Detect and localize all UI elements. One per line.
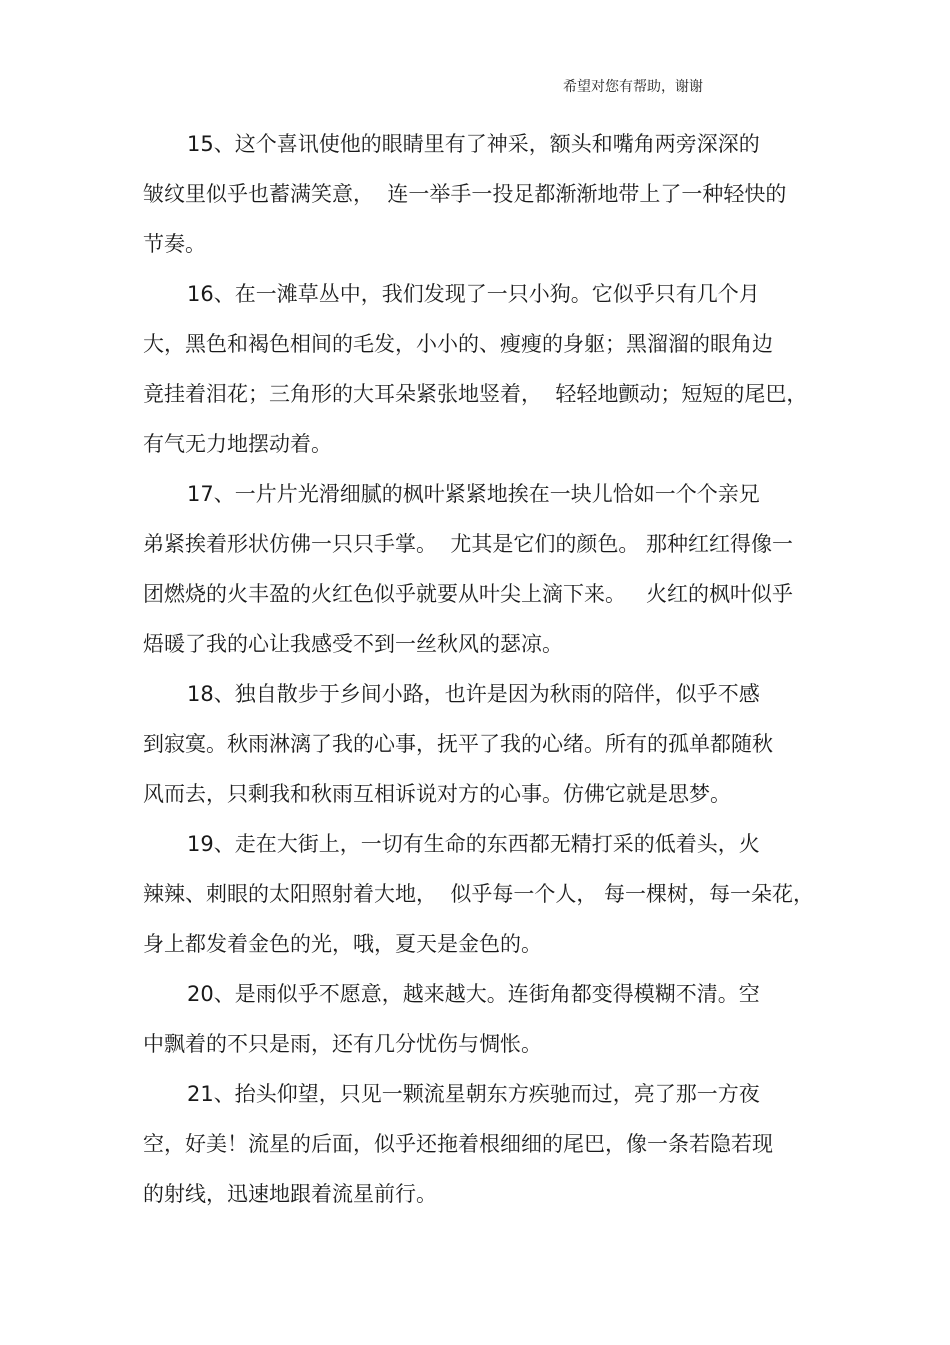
paragraph-line: 到寂寞。秋雨淋漓了我的心事，抚平了我的心绪。所有的孤单都随秋 <box>143 732 773 756</box>
paragraph-line: 空，好美！流星的后面，似乎还拖着根细细的尾巴，像一条若隐若现 <box>143 1132 773 1156</box>
page-header: 希望对您有帮助，谢谢 <box>563 79 703 95</box>
paragraph-line: 17、一片片光滑细腻的枫叶紧紧地挨在一块儿恰如一个个亲兄 <box>187 482 760 506</box>
paragraph-line: 中飘着的不只是雨，还有几分忧伤与惆怅。 <box>143 1032 542 1056</box>
paragraph-line: 风而去，只剩我和秋雨互相诉说对方的心事。仿佛它就是思梦。 <box>143 782 731 806</box>
paragraph-line: 焐暖了我的心让我感受不到一丝秋风的瑟凉。 <box>143 632 563 656</box>
paragraph-line: 弟紧挨着形状仿佛一只只手掌。 尤其是它们的颜色。 那种红红得像一 <box>143 532 794 556</box>
paragraph-line: 19、走在大街上，一切有生命的东西都无精打采的低着头，火 <box>187 832 760 856</box>
paragraph-line: 团燃烧的火丰盈的火红色似乎就要从叶尖上滴下来。 火红的枫叶似乎 <box>143 582 794 606</box>
paragraph-line: 竟挂着泪花；三角形的大耳朵紧张地竖着， 轻轻地颤动；短短的尾巴， <box>143 382 808 406</box>
paragraph-line: 的射线，迅速地跟着流星前行。 <box>143 1182 437 1206</box>
paragraph-line: 身上都发着金色的光，哦，夏天是金色的。 <box>143 932 542 956</box>
paragraph-line: 18、独自散步于乡间小路，也许是因为秋雨的陪伴，似乎不感 <box>187 682 760 706</box>
paragraph-line: 16、在一滩草丛中，我们发现了一只小狗。它似乎只有几个月 <box>187 282 760 306</box>
paragraph-line: 大，黑色和褐色相间的毛发，小小的、瘦瘦的身躯；黑溜溜的眼角边 <box>143 332 773 356</box>
paragraph-line: 辣辣、刺眼的太阳照射着大地， 似乎每一个人， 每一棵树，每一朵花， <box>143 882 815 906</box>
paragraph-line: 有气无力地摆动着。 <box>143 432 332 456</box>
paragraph-line: 15、这个喜讯使他的眼睛里有了神采，额头和嘴角两旁深深的 <box>187 132 760 156</box>
paragraph-line: 节奏。 <box>143 232 206 256</box>
paragraph-line: 皱纹里似乎也蓄满笑意， 连一举手一投足都渐渐地带上了一种轻快的 <box>143 182 787 206</box>
paragraph-line: 20、是雨似乎不愿意，越来越大。连街角都变得模糊不清。空 <box>187 982 760 1006</box>
paragraph-line: 21、抬头仰望，只见一颗流星朝东方疾驰而过，亮了那一方夜 <box>187 1082 760 1106</box>
